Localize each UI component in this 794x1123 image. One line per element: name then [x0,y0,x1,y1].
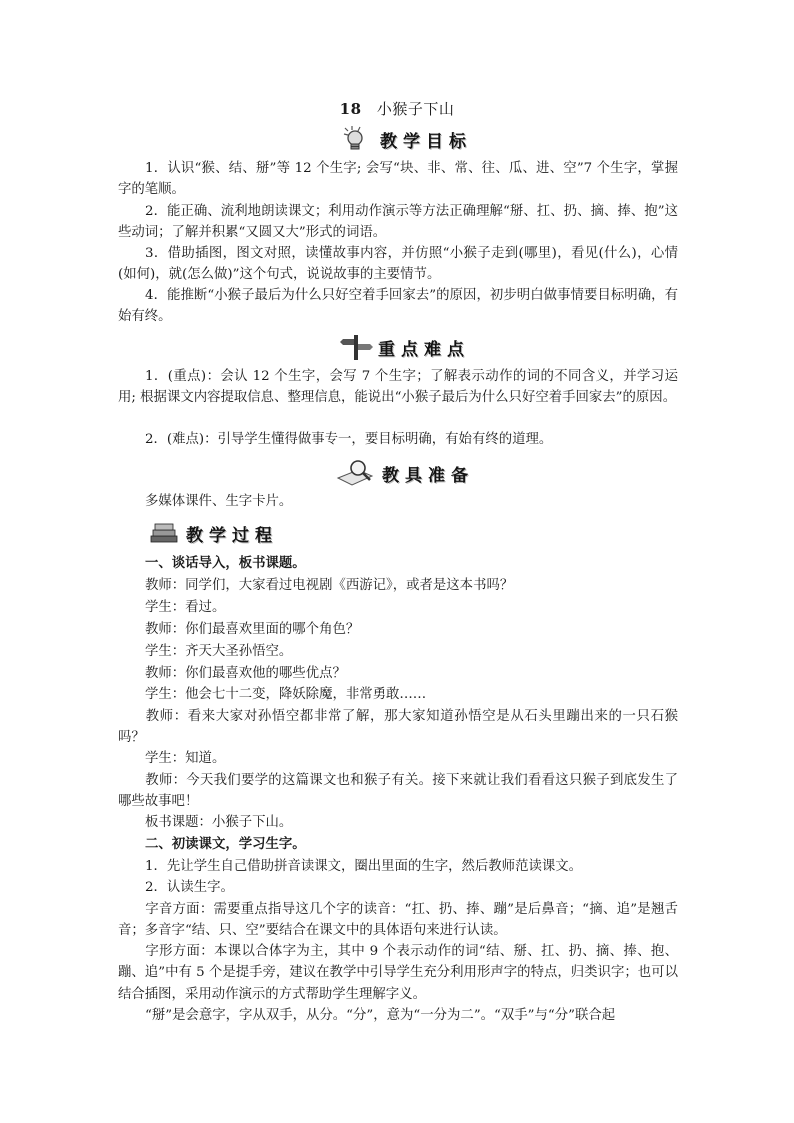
step-1-title: 一、谈话导入，板书课题。 [145,555,306,571]
books-icon [148,518,182,548]
lightbulb-icon [342,124,376,154]
dialogue-line: 学生：看过。 [145,600,226,615]
heading-objectives-text: 教学目标 [380,131,472,152]
heading-materials [334,458,474,488]
lesson-name: 小猴子下山 [376,100,455,118]
heading-process [148,518,278,548]
teacher-question-paragraph: 教师：看来大家对孙悟空都非常了解，那大家知道孙悟空是从石头里蹦出来的一只石猴吗？ [118,709,678,746]
heading-key-points-text: 重点难点 [378,339,470,360]
dialogue-line: 教师：同学们，大家看过电视剧《西游记》，或者是这本书吗？ [145,578,514,593]
board-title: 板书课题：小猴子下山。 [145,815,293,830]
dialogue-line: 学生：知道。 [145,751,226,766]
magnifier-icon [334,458,378,488]
dialogue-line: 学生：他会七十二变，降妖除魔，非常勇敢…… [145,687,427,702]
bai-note-paragraph: “掰”是会意字，字从双手，从分。“分”，意为“一分为二”。“双手”与“分”联合起 [145,1008,616,1023]
heading-materials-text: 教具准备 [382,465,474,486]
materials-text: 多媒体课件、生字卡片。 [145,494,293,509]
step-2-item-2: 2．认读生字。 [145,880,234,895]
objective-1: 1．认识“猴、结、掰”等 12 个生字; 会写“块、非、常、往、瓜、进、空”7 个生字，掌握字的笔顺。 [118,161,678,198]
heading-process-text: 教学过程 [186,525,278,546]
step-2-title: 二、初读课文，学习生字。 [145,836,306,852]
signpost-icon [340,332,374,362]
dialogue-line: 学生：齐天大圣孙悟空。 [145,644,293,659]
dialogue-line: 教师：你们最喜欢他的哪些优点？ [145,666,346,681]
step-2-item-1: 1．先让学生自己借助拼音读课文，圈出里面的生字，然后教师范读课文。 [145,859,583,874]
lesson-number: 18 [339,100,362,118]
lesson-title [0,98,794,119]
dialogue-line: 教师：你们最喜欢里面的哪个角色？ [145,622,360,637]
objective-3: 3．借助插图，图文对照，读懂故事内容，并仿照“小猴子走到(哪里)，看见(什么)，心情(如何)，就(怎么做)”这个句式，说说故事的主要情节。 [118,246,678,283]
heading-objectives [342,124,472,154]
pronunciation-paragraph: 字音方面：需要重点指导这几个字的读音：“扛、扔、捧、蹦”是后鼻音；“摘、追”是翘舌音；多音字“结、只、空”要结合在课文中的具体语句来进行认读。 [118,902,678,939]
teacher-intro-paragraph: 教师：今天我们要学的这篇课文也和猴子有关。接下来就让我们看看这只猴子到底发生了哪些故事吧！ [118,773,678,810]
objective-4: 4．能推断“小猴子最后为什么只好空着手回家去”的原因，初步明白做事情要目标明确，有始有终。 [118,288,678,325]
form-paragraph: 字形方面：本课以合体字为主，其中 9 个表示动作的词“结、掰、扛、扔、摘、捧、抱、蹦、追”中有 5 个是提手旁，建议在教学中引导学生充分利用形声字的特点，归类识字；也可以结合插图，采用动作演示的方式帮助学生理解字义。 [118,944,678,1002]
key-point-2: 2．(难点)：引导学生懂得做事专一，要目标明确，有始有终的道理。 [145,432,553,447]
heading-key-points [340,332,470,362]
key-point-1: 1．(重点)：会认 12 个生字，会写 7 个生字；了解表示动作的词的不同含义，并学习运用; 根据课文内容提取信息、整理信息，能说出“小猴子最后为什么只好空着手回家去”的原因。 [118,369,678,406]
objective-2: 2．能正确、流利地朗读课文；利用动作演示等方法正确理解“掰、扛、扔、摘、捧、抱”这些动词；了解并积累“又圆又大”形式的词语。 [118,204,678,241]
